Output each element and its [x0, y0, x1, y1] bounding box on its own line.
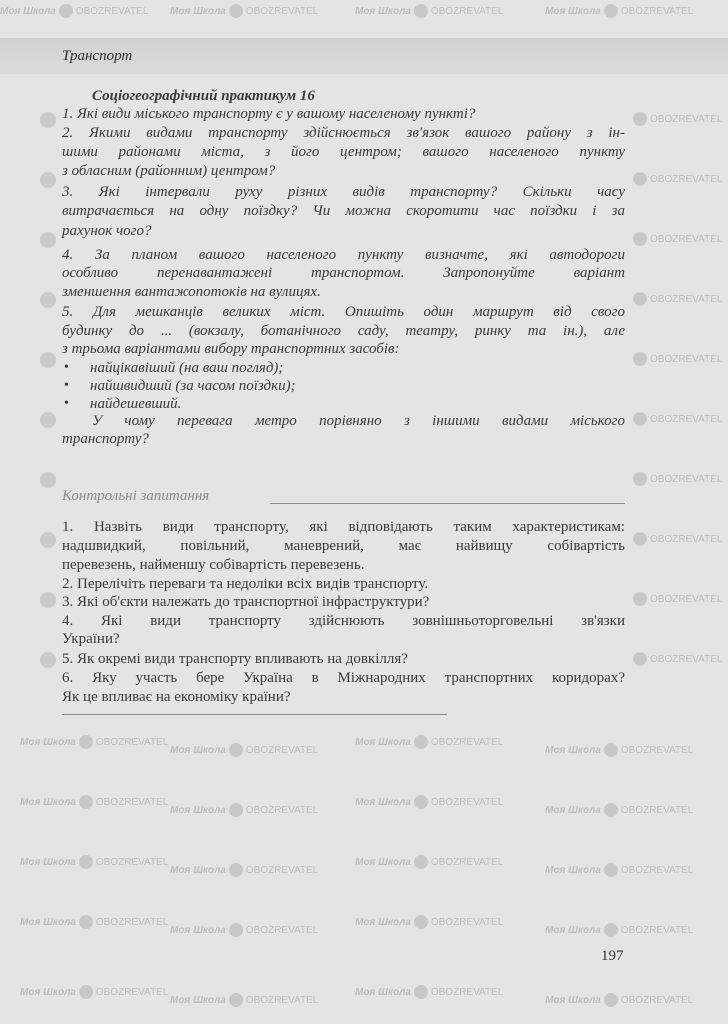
watermark — [355, 795, 503, 811]
watermark-logo-icon — [633, 652, 647, 666]
bullet-icon: • — [64, 378, 69, 393]
watermark-logo-icon — [40, 112, 56, 128]
watermark-logo-icon — [633, 532, 647, 546]
question-line: України? — [62, 631, 120, 647]
practicum-line: будинку до ... (вокзалу, ботанічного саду, театру, ринку та ін.), але — [62, 323, 625, 339]
watermark — [355, 915, 503, 931]
watermark-brand: OBOZREVATEL — [430, 917, 504, 928]
practicum-line: з обласним (районним) центром? — [62, 163, 276, 179]
watermark-brand: OBOZREVATEL — [650, 654, 723, 665]
watermark-brand: Моя Школа — [355, 987, 411, 998]
watermark-brand: Моя Школа — [170, 925, 226, 936]
watermark-brand: Моя Школа — [170, 995, 226, 1006]
question-line: 4. Які види транспорту здійснюють зовнішньоторговельні зв'язки — [62, 613, 625, 629]
watermark-brand: Моя Школа — [170, 865, 226, 876]
watermark-brand: OBOZREVATEL — [95, 987, 169, 998]
question-line: Як це впливає на економіку країни? — [62, 689, 291, 705]
watermark — [630, 232, 722, 248]
watermark-brand: OBOZREVATEL — [620, 865, 694, 876]
watermark-logo-icon — [40, 292, 56, 308]
watermark-logo-icon — [604, 803, 618, 817]
watermark — [170, 803, 318, 819]
watermark-brand: OBOZREVATEL — [650, 594, 723, 605]
question-line: 1. Назвіть види транспорту, які відповідають таким характеристикам: — [62, 519, 625, 535]
practicum-line: особливо перенавантажені транспортом. Запропонуйте варіант — [62, 265, 625, 281]
watermark-brand: OBOZREVATEL — [95, 737, 169, 748]
watermark — [20, 795, 168, 811]
watermark-brand: Моя Школа — [355, 737, 411, 748]
watermark-logo-icon — [633, 472, 647, 486]
watermark-brand: OBOZREVATEL — [650, 354, 723, 365]
watermark-brand: OBOZREVATEL — [620, 6, 694, 17]
watermark-brand: OBOZREVATEL — [95, 797, 169, 808]
watermark-brand: Моя Школа — [545, 995, 601, 1006]
watermark — [170, 743, 318, 759]
watermark-brand: Моя Школа — [545, 745, 601, 756]
watermark — [170, 923, 318, 939]
watermark-brand: Моя Школа — [20, 737, 76, 748]
watermark-logo-icon — [40, 172, 56, 188]
watermark-brand: OBOZREVATEL — [245, 6, 319, 17]
watermark — [630, 412, 722, 428]
watermark — [630, 532, 722, 548]
watermark-logo-icon — [79, 855, 93, 869]
page-number: 197 — [601, 948, 624, 964]
bullet-item: найшвидший (за часом поїздки); — [90, 378, 296, 394]
watermark — [355, 855, 503, 871]
bullet-item: найдешевший. — [90, 396, 182, 412]
question-line: перевезень, найменшу собівартість перевезень. — [62, 557, 365, 573]
watermark-brand: Моя Школа — [20, 857, 76, 868]
watermark-logo-icon — [633, 352, 647, 366]
watermark-logo-icon — [40, 412, 56, 428]
practicum-title: Соціогеографічний практикум 16 — [92, 88, 315, 104]
watermark-logo-icon — [604, 863, 618, 877]
watermark — [630, 172, 722, 188]
watermark-brand: OBOZREVATEL — [430, 6, 504, 17]
watermark-brand: OBOZREVATEL — [650, 414, 723, 425]
watermark-brand: Моя Школа — [545, 805, 601, 816]
watermark-brand: Моя Школа — [20, 987, 76, 998]
watermark-logo-icon — [40, 592, 56, 608]
watermark — [20, 735, 168, 751]
watermark-logo-icon — [604, 743, 618, 757]
watermark — [355, 735, 503, 751]
watermark-brand: OBOZREVATEL — [620, 745, 694, 756]
watermark-brand: Моя Школа — [170, 6, 226, 17]
watermark-brand: OBOZREVATEL — [75, 6, 149, 17]
watermark-logo-icon — [40, 352, 56, 368]
watermark-logo-icon — [79, 735, 93, 749]
watermark-logo-icon — [40, 652, 56, 668]
practicum-line: 2. Якими видами транспорту здійснюється зв'язок вашого району з ін- — [62, 125, 625, 141]
watermark-brand: Моя Школа — [355, 6, 411, 17]
watermark — [545, 4, 693, 20]
question-line: 5. Як окремі види транспорту впливають на довкілля? — [62, 651, 408, 667]
watermark-logo-icon — [633, 412, 647, 426]
watermark-logo-icon — [604, 4, 618, 18]
watermark — [545, 993, 693, 1009]
watermark — [170, 863, 318, 879]
watermark-logo-icon — [633, 232, 647, 246]
watermark-brand: OBOZREVATEL — [430, 857, 504, 868]
watermark-brand: OBOZREVATEL — [430, 797, 504, 808]
practicum-line: 3. Які інтервали руху різних видів транспорту? Скільки часу — [62, 184, 625, 200]
watermark-brand: OBOZREVATEL — [245, 805, 319, 816]
watermark-brand: Моя Школа — [545, 6, 601, 17]
watermark-logo-icon — [414, 985, 428, 999]
watermark-brand: Моя Школа — [545, 865, 601, 876]
watermark — [20, 985, 168, 1001]
watermark-logo-icon — [79, 795, 93, 809]
watermark-logo-icon — [79, 915, 93, 929]
watermark-logo-icon — [40, 472, 56, 488]
section-rule — [270, 503, 625, 504]
practicum-line: 4. За планом вашого населеного пункту визначте, які автодороги — [62, 247, 625, 263]
watermark-brand: Моя Школа — [170, 745, 226, 756]
watermark-brand: OBOZREVATEL — [95, 857, 169, 868]
watermark-brand: OBOZREVATEL — [430, 987, 504, 998]
section-title: Контрольні запитання — [62, 488, 210, 504]
watermark — [545, 803, 693, 819]
bullet-item: найцікавіший (на ваш погляд); — [90, 360, 284, 376]
watermark — [630, 352, 722, 368]
watermark-brand: OBOZREVATEL — [650, 294, 723, 305]
practicum-line: з трьома варіантами вибору транспортних засобів: — [62, 341, 400, 357]
watermark-brand: Моя Школа — [355, 917, 411, 928]
watermark-logo-icon — [40, 532, 56, 548]
watermark-logo-icon — [40, 232, 56, 248]
watermark-logo-icon — [59, 4, 73, 18]
watermark-logo-icon — [414, 4, 428, 18]
watermark — [355, 4, 503, 20]
watermark-brand: Моя Школа — [0, 6, 56, 17]
watermark-logo-icon — [604, 993, 618, 1007]
practicum-line: 5. Для мешканців великих міст. Опишіть один маршрут від свого — [62, 304, 625, 320]
watermark — [545, 743, 693, 759]
watermark-logo-icon — [229, 743, 243, 757]
watermark-logo-icon — [414, 915, 428, 929]
watermark-logo-icon — [633, 112, 647, 126]
watermark-brand: OBOZREVATEL — [430, 737, 504, 748]
question-line: 2. Перелічіть переваги та недоліки всіх видів транспорту. — [62, 576, 429, 592]
watermark-logo-icon — [604, 923, 618, 937]
watermark — [0, 4, 148, 20]
watermark-brand: OBOZREVATEL — [95, 917, 169, 928]
bullet-icon: • — [64, 396, 69, 411]
practicum-final-line: транспорту? — [62, 431, 149, 447]
watermark — [630, 472, 722, 488]
watermark — [170, 993, 318, 1009]
practicum-line: шими районами міста, з його центром; вашого населеного пункту — [62, 144, 625, 160]
watermark-brand: Моя Школа — [545, 925, 601, 936]
practicum-final-line: У чому перевага метро порівняно з іншими видами міського — [92, 413, 625, 429]
question-line: 6. Яку участь бере Україна в Міжнародних транспортних коридорах? — [62, 670, 625, 686]
watermark-logo-icon — [229, 993, 243, 1007]
watermark — [630, 112, 722, 128]
watermark-logo-icon — [633, 172, 647, 186]
watermark-brand: OBOZREVATEL — [650, 534, 723, 545]
watermark-brand: OBOZREVATEL — [620, 995, 694, 1006]
watermark-brand: Моя Школа — [170, 805, 226, 816]
watermark-logo-icon — [633, 292, 647, 306]
watermark-logo-icon — [229, 923, 243, 937]
watermark-brand: OBOZREVATEL — [650, 474, 723, 485]
watermark — [20, 915, 168, 931]
watermark-brand: Моя Школа — [20, 797, 76, 808]
practicum-line: 1. Які види міського транспорту є у вашому населеному пункті? — [62, 106, 476, 122]
watermark — [630, 592, 722, 608]
question-line: надшвидкий, повільний, маневрений, має найвищу собівартість — [62, 538, 625, 554]
watermark-brand: OBOZREVATEL — [245, 745, 319, 756]
watermark-logo-icon — [414, 855, 428, 869]
watermark — [355, 985, 503, 1001]
watermark — [630, 652, 722, 668]
watermark-logo-icon — [229, 863, 243, 877]
watermark-logo-icon — [414, 735, 428, 749]
watermark-brand: Моя Школа — [355, 857, 411, 868]
watermark — [20, 855, 168, 871]
watermark-logo-icon — [414, 795, 428, 809]
running-title: Транспорт — [62, 48, 133, 64]
watermark-logo-icon — [633, 592, 647, 606]
watermark-brand: OBOZREVATEL — [245, 995, 319, 1006]
bottom-rule — [62, 714, 447, 715]
practicum-line: рахунок чого? — [62, 223, 152, 239]
watermark — [170, 4, 318, 20]
watermark-brand: OBOZREVATEL — [650, 114, 723, 125]
practicum-line: витрачається на одну поїздку? Чи можна скоротити час поїздки і за — [62, 203, 625, 219]
watermark — [545, 923, 693, 939]
watermark-brand: OBOZREVATEL — [620, 925, 694, 936]
watermark — [630, 292, 722, 308]
watermark-logo-icon — [79, 985, 93, 999]
watermark-brand: Моя Школа — [20, 917, 76, 928]
practicum-line: зменшення вантажопотоків на вулицях. — [62, 284, 321, 300]
bullet-icon: • — [64, 360, 69, 375]
watermark-logo-icon — [229, 803, 243, 817]
watermark-brand: Моя Школа — [355, 797, 411, 808]
watermark-brand: OBOZREVATEL — [650, 174, 723, 185]
watermark-logo-icon — [229, 4, 243, 18]
watermark — [545, 863, 693, 879]
watermark-brand: OBOZREVATEL — [245, 865, 319, 876]
watermark-brand: OBOZREVATEL — [650, 234, 723, 245]
watermark-brand: OBOZREVATEL — [245, 925, 319, 936]
question-line: 3. Які об'єкти належать до транспортної інфраструктури? — [62, 594, 430, 610]
watermark-brand: OBOZREVATEL — [620, 805, 694, 816]
